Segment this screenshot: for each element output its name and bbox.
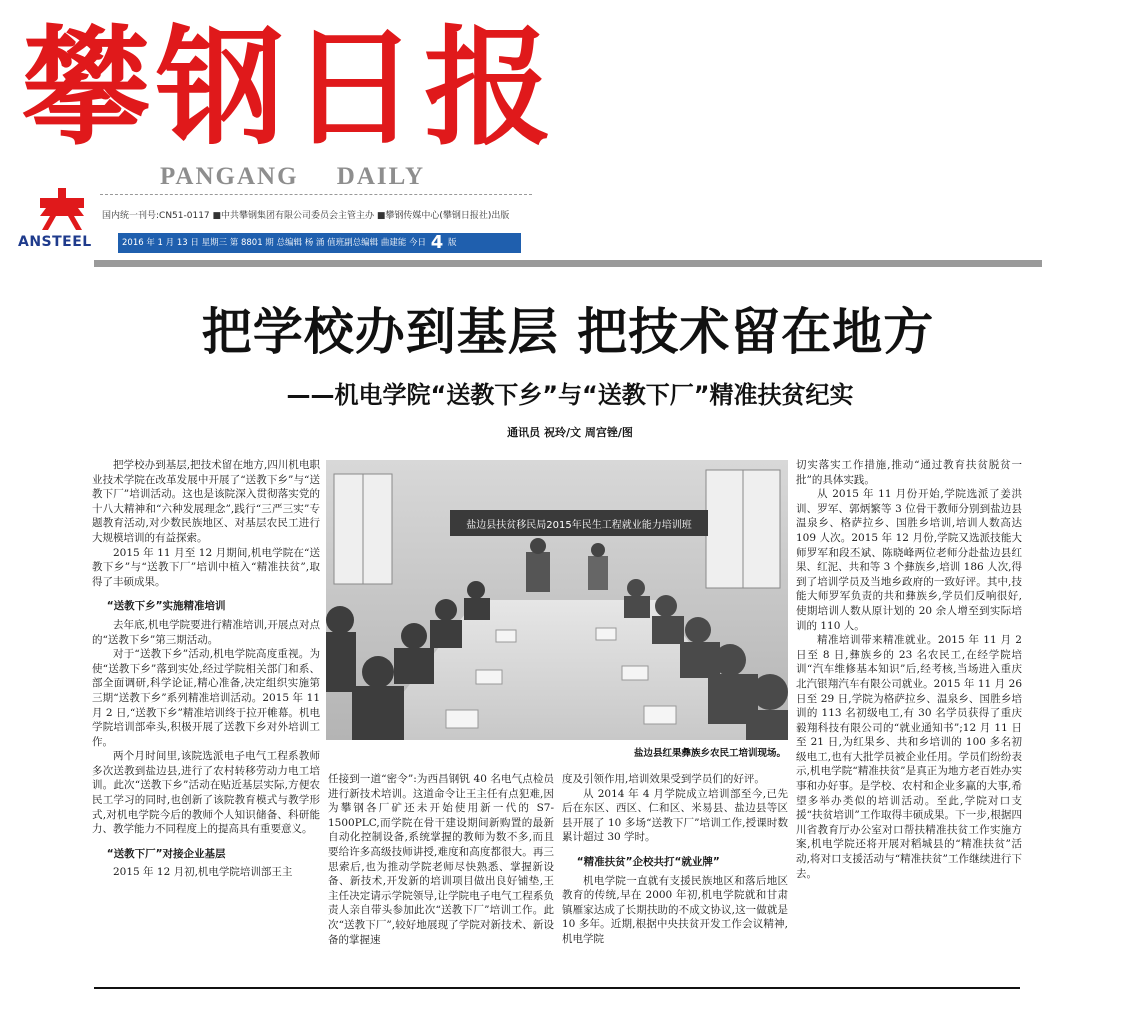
article-column-1 [92, 458, 320, 986]
paragraph: 对于“送教下乡”活动,机电学院高度重视。为使“送教下乡”落到实处,经过学院相关部门和系、部全面调研,科学论证,精心准备,决定组织实施第三期“送教下乡”系列精准培训活动。2015 年 11 月 2 日,“送教下乡”精准培训终于拉开帷幕。机电学院培训部牵头,积极开展了送教下乡对外培训工作。 [92, 648, 320, 748]
paragraph: 精准培训带来精准就业。2015 年 11 月 2 日至 8 日,彝族乡的 23 名农民工,在经学院培训“汽车维修基本知识”后,经考核,当场进入重庆北汽银翔汽车有限公司就业。2015 年 11 月 26 日至 29 日,学院为格萨拉乡、温泉乡、国胜乡培训的 113 名初级电工,有 30 名学员获得了重庆毅翔科技有限公司的“就业通知书”;12 月 11 日至 21 日,为红果乡、共和乡培训的 100 多名初级电工,也有大批学员被企业任用。学员们纷纷表示,机电学院“精准扶贫”是真正为地方老百姓办实事和办好事。是学校、农村和企业多赢的大事,希望多举办类似的培训活动。至此,学院对口支援“扶贫培训”工作取得丰硕成果。下一步,根据四川省教育厅办公室对口帮扶精准扶贫工作实施方案,机电学院还将开展对稻城县的“精准扶贫”活动,将对口支援活动与“精准扶贫”工作继续进行下去。 [796, 634, 1022, 880]
page-number: 4 [430, 232, 444, 253]
section-heading: “送教下乡”实施精准培训 [106, 600, 226, 613]
paragraph: 2015 年 12 月初,机电学院培训部王主 [113, 866, 293, 879]
paragraph: 去年底,机电学院要进行精准培训,开展点对点的“送教下乡”第三期活动。 [92, 618, 320, 646]
paragraph: 把学校办到基层,把技术留在地方,四川机电职业技术学院在改革发展中开展了“送教下乡”与“送教下厂”培训活动。这也是该院深入贯彻落实党的十八大精神和“六种发展理念”,践行“三严三实”专题教育活动,对少数民族地区、对基层农民工进行大规模培训的有益探索。 [92, 459, 320, 544]
article-column-4 [796, 458, 1022, 986]
publication-info: 国内统一刊号:CN51-0117 ■中共攀钢集团有限公司委员会主管主办 ■攀钢传媒中心(攀钢日报社)出版 [102, 211, 510, 221]
paragraph: 两个月时间里,该院选派电子电气工程系教师多次送教到盐边县,进行了农村转移劳动力电工培训。此次“送教下乡”活动在贴近基层实际,方便农民工学习的同时,也创新了该院教育模式与教学形式,对机电学院今后的教师个人知识储备、科研能力、教学能力不同程度上的提高具有重要意义。 [92, 750, 320, 836]
article-column-3 [562, 772, 788, 986]
photo-banner-text: 盐边县扶贫移民局2015年民生工程就业能力培训班 [466, 520, 692, 531]
logo-text: ANSTEEL [18, 234, 92, 250]
issue-date-line: 2016 年 1 月 13 日 星期三 第 8801 期 总编辑 杨 涌 值班副总编辑 曲建能 今日 [122, 238, 427, 248]
article-subheadline: ——机电学院“送教下乡”与“送教下厂”精准扶贫纪实 [286, 381, 854, 409]
section-heading: “送教下厂”对接企业基层 [106, 847, 226, 860]
article-bottom-rule [94, 987, 1020, 989]
date-bar [118, 233, 521, 253]
paragraph: 任接到一道“密令”:为西昌钢钒 40 名电气点检员进行新技术培训。这道命令让王主任有点犯难,因为攀钢各厂矿还未开始使用新一代的 S7-1500PLC,而学院在骨干建设期间新购置的最新自动化控制设备,系统掌握的教师为数不多,而且要给许多高级技师讲授,难度和高度都很大。再三思索后,也为推动学院老师尽快熟悉、掌握新设备、新技术,开发新的培训项目做出良好铺垫,王主任决定请示学院领导,让学院电子电气工程系负责人亲自带头参加此次“送教下厂”培训工作。此次“送教下厂”,较好地展现了学院对新技术、新设备的掌握速 [328, 773, 554, 946]
paragraph: 2015 年 11 月至 12 月期间,机电学院在“送教下乡”与“送教下厂”培训中植入“精准扶贫”,取得了丰硕成果。 [92, 546, 320, 588]
newspaper-title-english: PANGANG DAILY [160, 163, 426, 190]
article-column-2 [328, 772, 554, 986]
article-byline: 通讯员 祝玲/文 周宫锉/图 [507, 426, 633, 439]
photo-caption: 盐边县红果彝族乡农民工培训现场。 [633, 748, 786, 759]
paragraph: 从 2015 年 11 月份开始,学院选派了姜洪训、罗军、郭炳繁等 3 位骨干教师分别到盐边县温泉乡、格萨拉乡、国胜乡培训,培训人数高达 109 人次。2015 年 12 月份,学院又选派技能大师罗军和段丕斌、陈晓峰两位老师分赴盐边县红果、红泥、共和等 3 个彝族乡,培训 186 人次,得到了培训学员及当地乡政府的一致好评。其中,技能大师罗军负责的共和彝族乡,学员们反响很好,使期培训人数从原计划的 20 余人增至到实际培训的 110 人。 [796, 488, 1022, 632]
training-scene-image [326, 460, 788, 740]
training-photo [326, 460, 788, 740]
paragraph: 度及引领作用,培训效果受到学员们的好评。 [562, 773, 765, 785]
paragraph: 切实落实工作措施,推动“通过教育扶贫脱贫一批”的具体实践。 [796, 459, 1022, 486]
ansteel-emblem-icon [34, 186, 90, 232]
masthead-divider [100, 194, 532, 195]
section-heading: “精准扶贫”企校共打“就业牌” [576, 855, 720, 868]
article-headline: 把学校办到基层 把技术留在地方 [201, 302, 935, 361]
paragraph: 从 2014 年 4 月学院成立培训部至今,已先后在东区、西区、仁和区、米易县、盐边县等区县开展了 10 多场“送教下厂”培训工作,授课时数累计超过 30 学时。 [562, 787, 788, 844]
article-top-rule [94, 260, 1042, 267]
newspaper-title: 攀钢日报 [22, 13, 559, 163]
page-suffix: 版 [447, 238, 457, 248]
paragraph: 机电学院一直就有支援民族地区和落后地区教育的传统,早在 2000 年初,机电学院就和甘肃镇雁家达成了长期扶助的不成文协议,这一做就是 10 多年。近期,根据中央扶贫开发工作会议精神,机电学院 [562, 874, 788, 945]
ansteel-logo [18, 186, 108, 252]
